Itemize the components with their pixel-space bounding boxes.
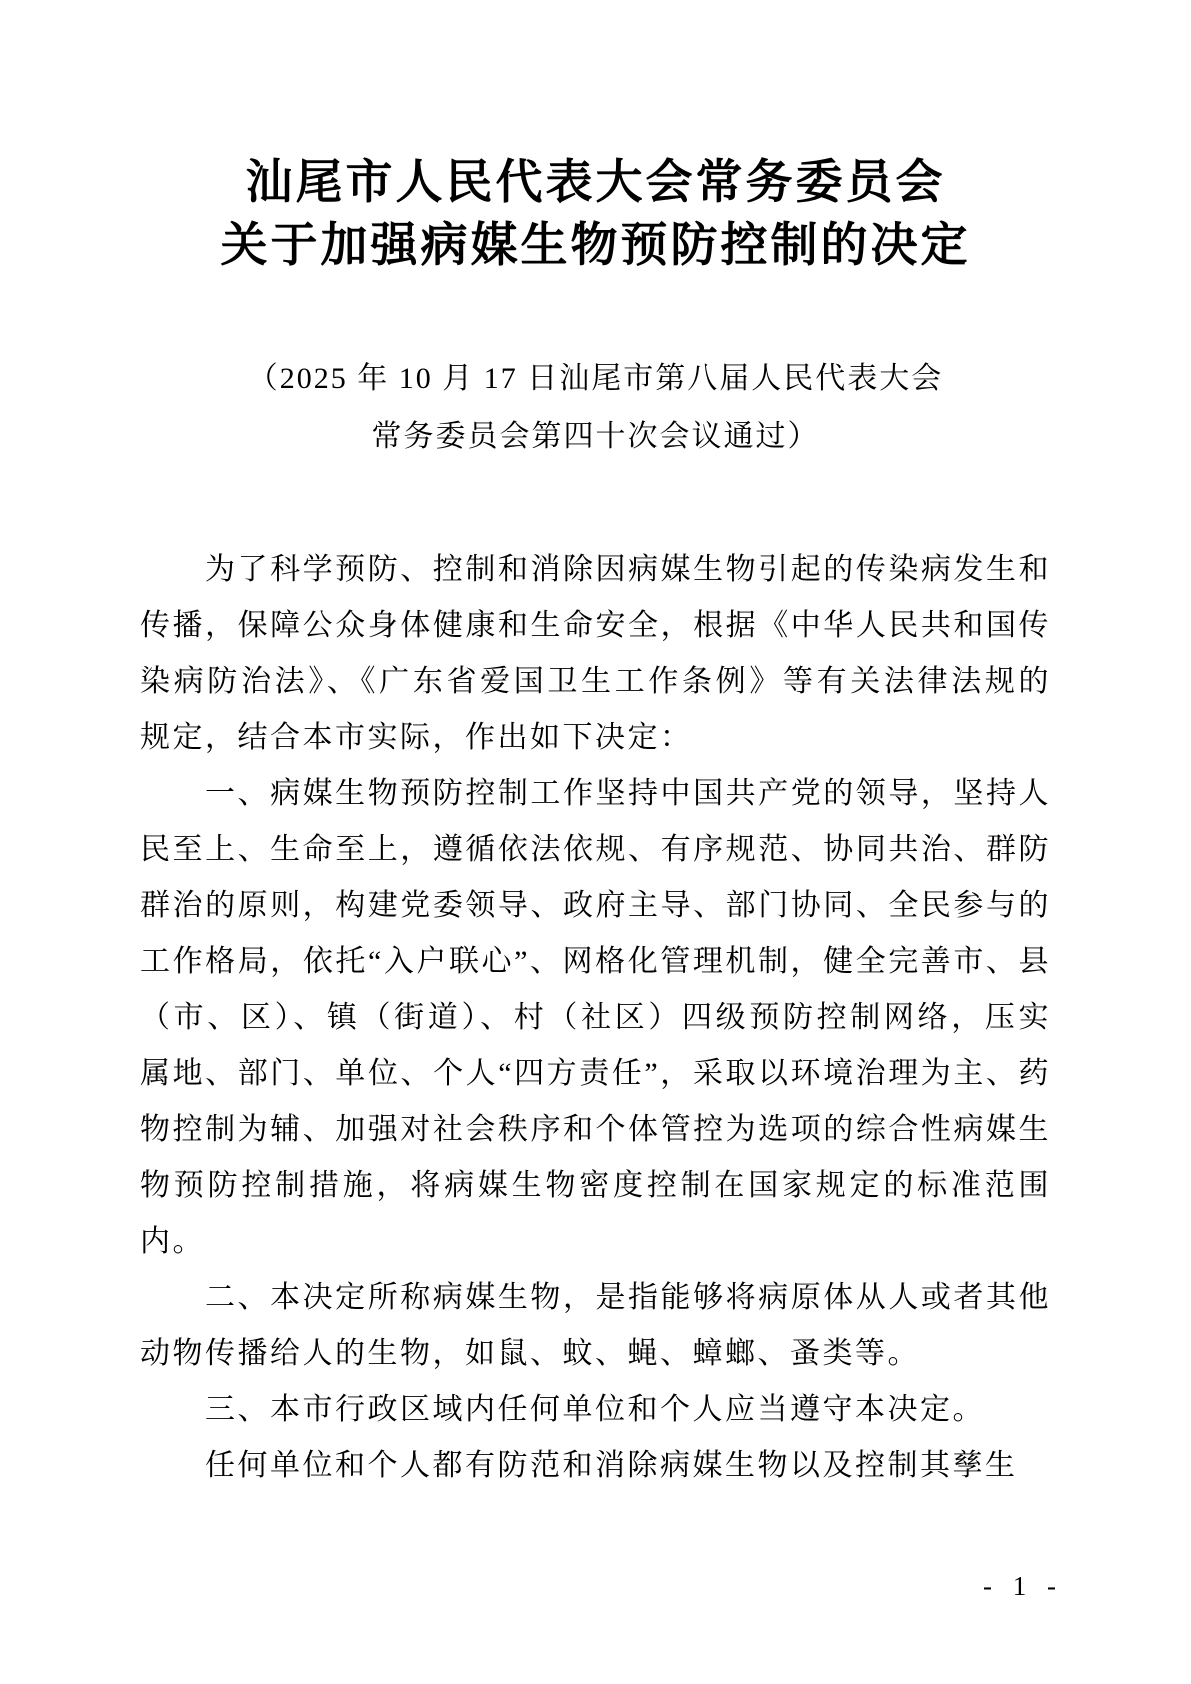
document-title-line-1: 汕尾市人民代表大会常务委员会 — [245, 157, 946, 209]
paragraph-article-3-continuation: 任何单位和个人都有防范和消除病媒生物以及控制其孳生 — [205, 1449, 1018, 1482]
meeting-note-line-2: 常务委员会第四十次会议通过） — [371, 420, 820, 453]
paragraph-article-3: 三、本市行政区域内任何单位和个人应当遵守本决定。 — [205, 1393, 985, 1426]
document-title — [140, 152, 1051, 278]
paragraph-article-1: 一、病媒生物预防控制工作坚持中国共产党的领导，坚持人民至上、生命至上，遵循依法依规、有序规范、协同共治、群防群治的原则，构建党委领导、政府主导、部门协同、全民参与的工作格局，依托“入户联心”、网格化管理机制，健全完善市、县（市、区）、镇（街道）、村（社区）四级预防控制网络，压实属地、部门、单位、个人“四方责任”，采取以环境治理为主、药物控制为辅、加强对社会秩序和个体管控为选项的综合性病媒生物预防控制措施，将病媒生物密度控制在国家规定的标准范围内。 — [140, 777, 1051, 1258]
document-body — [140, 542, 1051, 1494]
meeting-note — [140, 350, 1051, 466]
page-number: - 1 - — [983, 1571, 1063, 1601]
paragraph-preamble: 为了科学预防、控制和消除因病媒生物引起的传染病发生和传播，保障公众身体健康和生命安全，根据《中华人民共和国传染病防治法》、《广东省爱国卫生工作条例》等有关法律法规的规定，结合本市实际，作出如下决定： — [140, 553, 1051, 754]
meeting-note-line-1: （2025 年 10 月 17 日汕尾市第八届人民代表大会 — [247, 362, 944, 395]
document-title-line-2: 关于加强病媒生物预防控制的决定 — [220, 220, 971, 272]
paragraph-article-2: 二、本决定所称病媒生物，是指能够将病原体从人或者其他动物传播给人的生物，如鼠、蚊、蝇、蟑螂、蚤类等。 — [140, 1281, 1051, 1370]
